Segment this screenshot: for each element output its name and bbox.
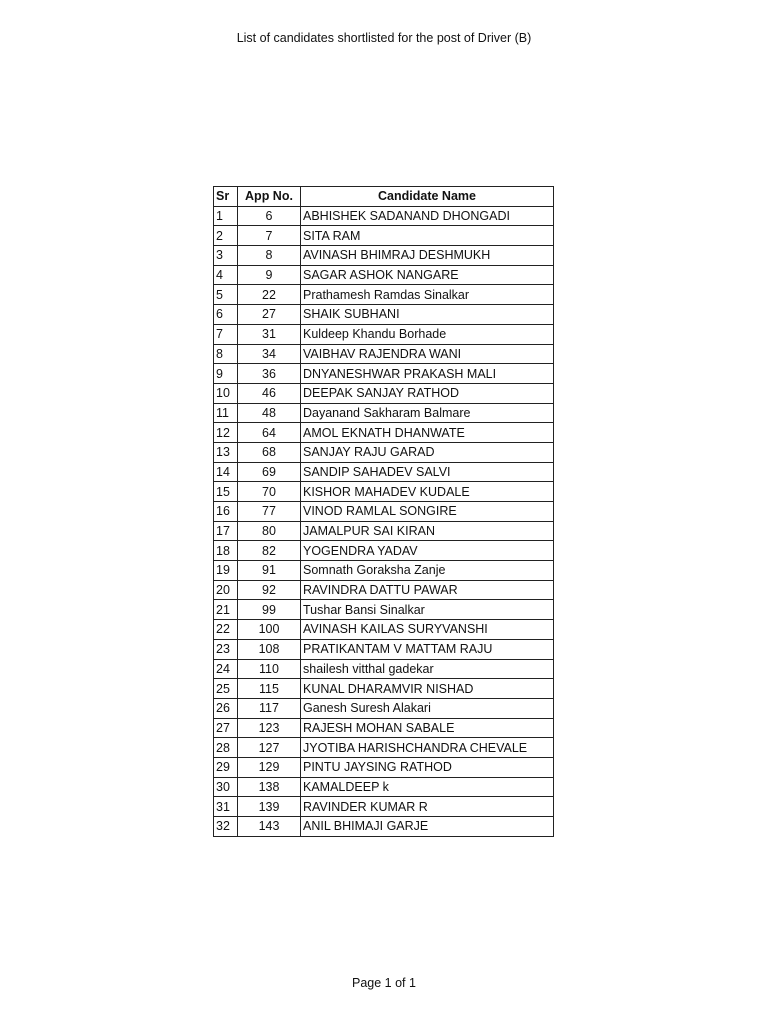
cell-candidate-name: VAIBHAV RAJENDRA WANI: [301, 344, 554, 364]
cell-sr: 21: [214, 600, 238, 620]
table-header-row: [214, 187, 554, 207]
cell-sr: 30: [214, 777, 238, 797]
table-row: [214, 285, 554, 305]
cell-sr: 20: [214, 580, 238, 600]
cell-app-no: 129: [238, 757, 301, 777]
table-row: [214, 541, 554, 561]
cell-app-no: 80: [238, 521, 301, 541]
cell-candidate-name: RAJESH MOHAN SABALE: [301, 718, 554, 738]
header-sr: Sr: [214, 187, 238, 207]
cell-candidate-name: ABHISHEK SADANAND DHONGADI: [301, 206, 554, 226]
cell-sr: 25: [214, 679, 238, 699]
cell-sr: 15: [214, 482, 238, 502]
table-row: [214, 620, 554, 640]
table-row: [214, 817, 554, 837]
table-row: [214, 639, 554, 659]
cell-app-no: 9: [238, 265, 301, 285]
table-row: [214, 502, 554, 522]
cell-sr: 17: [214, 521, 238, 541]
candidates-table-container: [213, 186, 554, 837]
cell-app-no: 22: [238, 285, 301, 305]
cell-app-no: 123: [238, 718, 301, 738]
cell-candidate-name: Dayanand Sakharam Balmare: [301, 403, 554, 423]
page-number: Page 1 of 1: [352, 976, 416, 990]
cell-sr: 24: [214, 659, 238, 679]
cell-sr: 7: [214, 324, 238, 344]
cell-candidate-name: RAVINDRA DATTU PAWAR: [301, 580, 554, 600]
cell-app-no: 69: [238, 462, 301, 482]
page-title: List of candidates shortlisted for the post of Driver (B): [236, 31, 532, 45]
table-row: [214, 383, 554, 403]
cell-candidate-name: ANIL BHIMAJI GARJE: [301, 817, 554, 837]
table-row: [214, 226, 554, 246]
cell-app-no: 70: [238, 482, 301, 502]
cell-candidate-name: RAVINDER KUMAR R: [301, 797, 554, 817]
table-row: [214, 324, 554, 344]
cell-candidate-name: AMOL EKNATH DHANWATE: [301, 423, 554, 443]
cell-app-no: 36: [238, 364, 301, 384]
cell-app-no: 91: [238, 561, 301, 581]
cell-sr: 22: [214, 620, 238, 640]
cell-app-no: 138: [238, 777, 301, 797]
cell-candidate-name: Ganesh Suresh Alakari: [301, 698, 554, 718]
cell-sr: 2: [214, 226, 238, 246]
cell-sr: 12: [214, 423, 238, 443]
cell-app-no: 82: [238, 541, 301, 561]
cell-candidate-name: JAMALPUR SAI KIRAN: [301, 521, 554, 541]
cell-sr: 28: [214, 738, 238, 758]
cell-app-no: 6: [238, 206, 301, 226]
cell-sr: 32: [214, 817, 238, 837]
cell-app-no: 92: [238, 580, 301, 600]
cell-candidate-name: PRATIKANTAM V MATTAM RAJU: [301, 639, 554, 659]
table-row: [214, 403, 554, 423]
cell-sr: 19: [214, 561, 238, 581]
cell-candidate-name: KISHOR MAHADEV KUDALE: [301, 482, 554, 502]
table-row: [214, 580, 554, 600]
cell-candidate-name: PINTU JAYSING RATHOD: [301, 757, 554, 777]
table-body: [214, 206, 554, 836]
table-row: [214, 561, 554, 581]
cell-candidate-name: Somnath Goraksha Zanje: [301, 561, 554, 581]
table-row: [214, 738, 554, 758]
cell-candidate-name: SHAIK SUBHANI: [301, 305, 554, 325]
cell-app-no: 117: [238, 698, 301, 718]
cell-sr: 29: [214, 757, 238, 777]
cell-candidate-name: AVINASH BHIMRAJ DESHMUKH: [301, 246, 554, 266]
cell-sr: 10: [214, 383, 238, 403]
table-header: [214, 187, 554, 207]
table-row: [214, 305, 554, 325]
table-row: [214, 364, 554, 384]
table-row: [214, 777, 554, 797]
cell-sr: 16: [214, 502, 238, 522]
table-row: [214, 797, 554, 817]
cell-candidate-name: JYOTIBA HARISHCHANDRA CHEVALE: [301, 738, 554, 758]
cell-app-no: 34: [238, 344, 301, 364]
cell-sr: 6: [214, 305, 238, 325]
table-row: [214, 698, 554, 718]
cell-app-no: 31: [238, 324, 301, 344]
cell-candidate-name: AVINASH KAILAS SURYVANSHI: [301, 620, 554, 640]
table-row: [214, 482, 554, 502]
cell-sr: 3: [214, 246, 238, 266]
table-row: [214, 679, 554, 699]
cell-sr: 18: [214, 541, 238, 561]
cell-sr: 23: [214, 639, 238, 659]
cell-sr: 26: [214, 698, 238, 718]
cell-candidate-name: KAMALDEEP k: [301, 777, 554, 797]
cell-app-no: 108: [238, 639, 301, 659]
cell-candidate-name: DEEPAK SANJAY RATHOD: [301, 383, 554, 403]
cell-app-no: 64: [238, 423, 301, 443]
cell-candidate-name: YOGENDRA YADAV: [301, 541, 554, 561]
cell-app-no: 46: [238, 383, 301, 403]
cell-candidate-name: KUNAL DHARAMVIR NISHAD: [301, 679, 554, 699]
cell-sr: 9: [214, 364, 238, 384]
table-row: [214, 521, 554, 541]
cell-sr: 5: [214, 285, 238, 305]
table-row: [214, 659, 554, 679]
cell-app-no: 77: [238, 502, 301, 522]
cell-app-no: 127: [238, 738, 301, 758]
cell-app-no: 27: [238, 305, 301, 325]
cell-candidate-name: Tushar Bansi Sinalkar: [301, 600, 554, 620]
candidates-table: [213, 186, 554, 837]
cell-sr: 27: [214, 718, 238, 738]
table-row: [214, 757, 554, 777]
cell-app-no: 100: [238, 620, 301, 640]
table-row: [214, 442, 554, 462]
cell-app-no: 99: [238, 600, 301, 620]
cell-candidate-name: SANJAY RAJU GARAD: [301, 442, 554, 462]
header-candidate-name: Candidate Name: [301, 187, 554, 207]
cell-candidate-name: VINOD RAMLAL SONGIRE: [301, 502, 554, 522]
cell-sr: 1: [214, 206, 238, 226]
cell-app-no: 8: [238, 246, 301, 266]
table-row: [214, 265, 554, 285]
cell-app-no: 48: [238, 403, 301, 423]
cell-candidate-name: SITA RAM: [301, 226, 554, 246]
cell-app-no: 68: [238, 442, 301, 462]
cell-sr: 11: [214, 403, 238, 423]
cell-sr: 4: [214, 265, 238, 285]
table-row: [214, 600, 554, 620]
header-app-no: App No.: [238, 187, 301, 207]
table-row: [214, 206, 554, 226]
table-row: [214, 344, 554, 364]
table-row: [214, 423, 554, 443]
cell-candidate-name: DNYANESHWAR PRAKASH MALI: [301, 364, 554, 384]
cell-sr: 31: [214, 797, 238, 817]
cell-candidate-name: shailesh vitthal gadekar: [301, 659, 554, 679]
cell-candidate-name: Prathamesh Ramdas Sinalkar: [301, 285, 554, 305]
cell-app-no: 115: [238, 679, 301, 699]
table-row: [214, 462, 554, 482]
cell-candidate-name: SAGAR ASHOK NANGARE: [301, 265, 554, 285]
cell-candidate-name: SANDIP SAHADEV SALVI: [301, 462, 554, 482]
cell-app-no: 139: [238, 797, 301, 817]
table-row: [214, 246, 554, 266]
cell-sr: 8: [214, 344, 238, 364]
cell-sr: 14: [214, 462, 238, 482]
cell-sr: 13: [214, 442, 238, 462]
cell-app-no: 110: [238, 659, 301, 679]
cell-app-no: 143: [238, 817, 301, 837]
cell-app-no: 7: [238, 226, 301, 246]
table-row: [214, 718, 554, 738]
cell-candidate-name: Kuldeep Khandu Borhade: [301, 324, 554, 344]
